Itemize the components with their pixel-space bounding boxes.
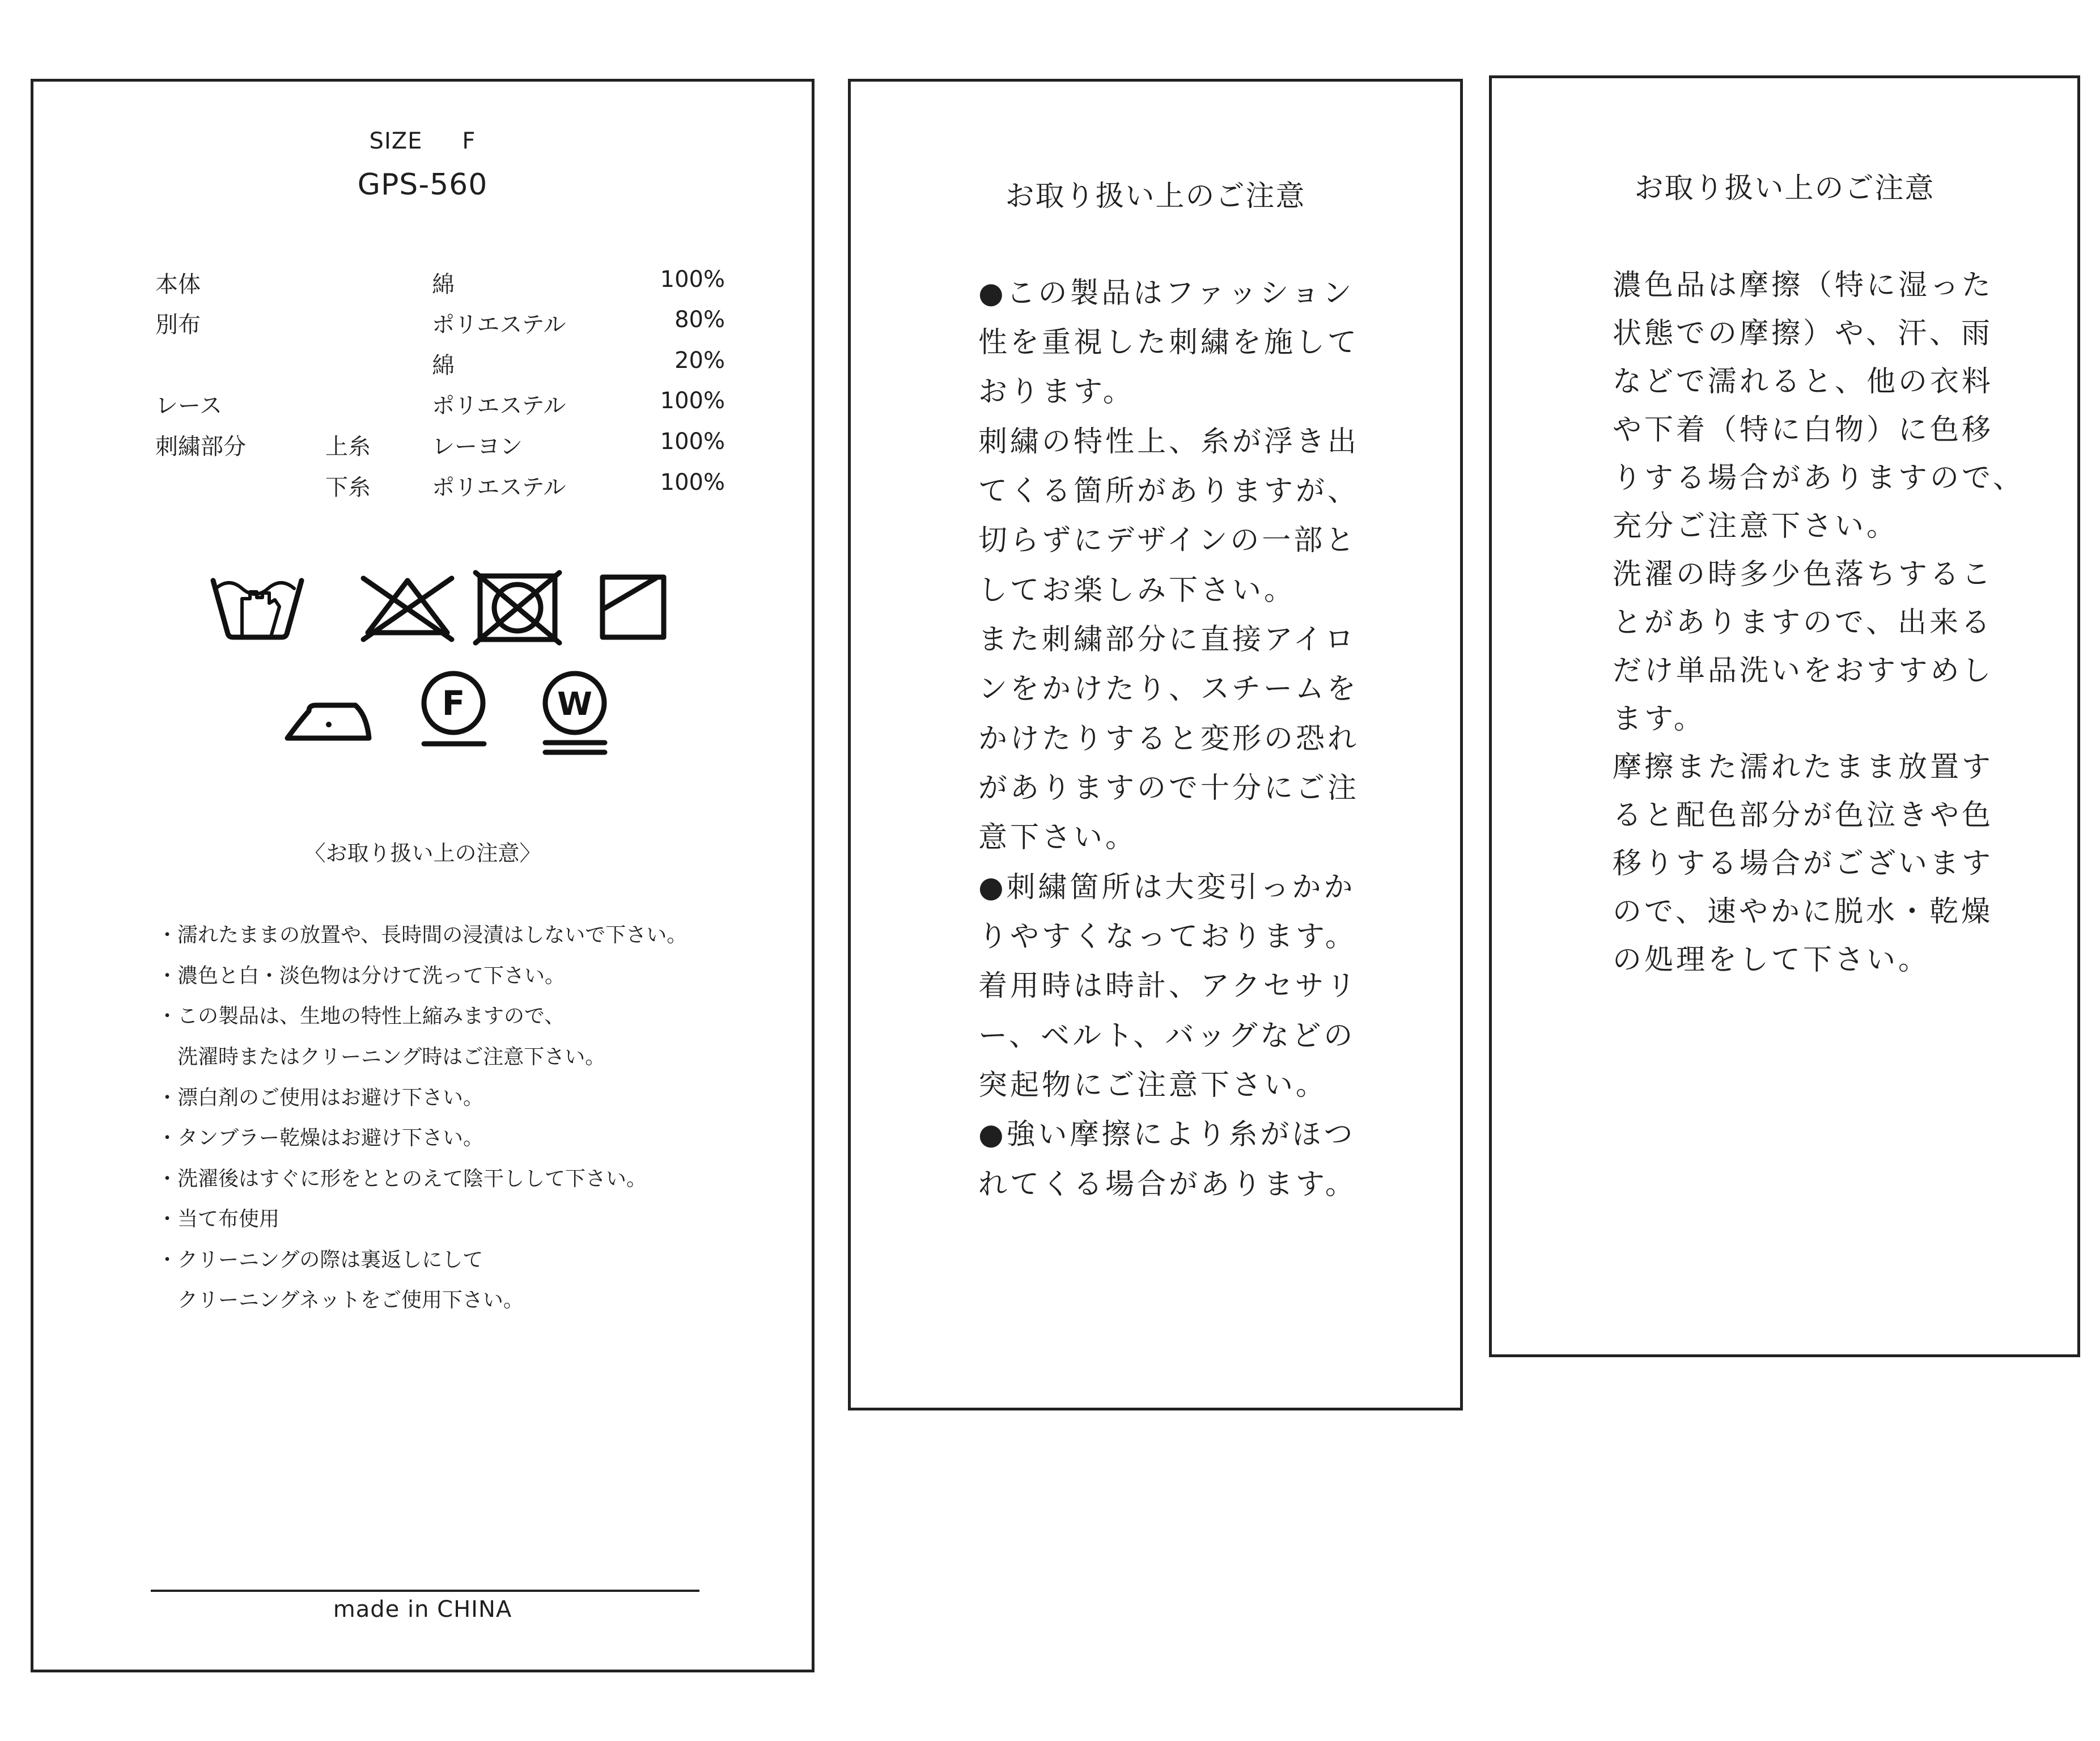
body-line: の処理をして下さい。 bbox=[1613, 943, 1931, 977]
svg-text:F: F bbox=[442, 684, 465, 723]
body-line: りやすくなっております。 bbox=[978, 920, 1357, 954]
note-line: ・この製品は、生地の特性上縮みますので、 bbox=[157, 1005, 565, 1028]
note-line: 洗濯時またはクリーニング時はご注意下さい。 bbox=[157, 1045, 606, 1069]
composition-part: 別布 bbox=[155, 312, 201, 338]
body-line: 刺繍の特性上、糸が浮き出 bbox=[978, 425, 1360, 459]
dry-clean-f-icon bbox=[424, 673, 484, 744]
body-line: してお楽しみ下さい。 bbox=[978, 574, 1296, 607]
body-line: ると配色部分が色泣きや色 bbox=[1613, 799, 1994, 832]
hand-wash-icon bbox=[213, 581, 302, 637]
body-line: 意下さい。 bbox=[978, 821, 1138, 854]
body-line: ンをかけたり、スチームを bbox=[978, 672, 1359, 706]
composition-percent: 100% bbox=[660, 469, 725, 495]
body-line: 洗濯の時多少色落ちするこ bbox=[1613, 558, 1994, 591]
iron-low-icon bbox=[287, 705, 369, 738]
note-line: ・クリーニングの際は裏返しにして bbox=[157, 1248, 483, 1272]
composition-material: ポリエステル bbox=[432, 393, 566, 419]
size-value: F bbox=[462, 128, 476, 154]
model-number: GPS-560 bbox=[357, 168, 488, 202]
body-line: や下着（特に白物）に色移 bbox=[1613, 413, 1994, 447]
no-bleach-icon bbox=[363, 578, 452, 639]
body-line: ●この製品はファッション bbox=[978, 277, 1355, 310]
wet-clean-w-icon bbox=[545, 673, 605, 752]
body-line: 突起物にご注意下さい。 bbox=[978, 1069, 1328, 1102]
composition-material: 綿 bbox=[432, 272, 455, 298]
body-line: 状態での摩擦）や、汗、雨 bbox=[1613, 317, 1993, 350]
body-line: ので、速やかに脱水・乾燥 bbox=[1613, 895, 1993, 929]
divider-line bbox=[151, 1590, 699, 1592]
body-line: 摩擦また濡れたまま放置す bbox=[1613, 751, 1994, 784]
care-label-color bbox=[1489, 75, 2080, 1357]
composition-sub: 下糸 bbox=[325, 475, 371, 501]
no-tumble-dry-icon bbox=[476, 573, 559, 643]
body-line: 切らずにデザインの一部と bbox=[978, 524, 1357, 557]
composition-percent: 100% bbox=[660, 429, 725, 455]
note-line: ・洗濯後はすぐに形をととのえて陰干しして下さい。 bbox=[157, 1167, 647, 1191]
body-line: また刺繍部分に直接アイロ bbox=[978, 623, 1357, 656]
body-line: ー、ベルト、バッグなどの bbox=[978, 1019, 1356, 1053]
note-line: ・当て布使用 bbox=[157, 1208, 280, 1231]
line-dry-shade-icon bbox=[603, 577, 664, 637]
body-line: かけたりすると変形の恐れ bbox=[978, 722, 1360, 756]
care-symbols bbox=[33, 82, 817, 790]
body-line: 移りする場合がございます bbox=[1613, 847, 1994, 880]
note-line: ・濡れたままの放置や、長時間の浸漬はしないで下さい。 bbox=[157, 924, 688, 947]
body-line: ●強い摩擦により糸がほつ bbox=[978, 1118, 1356, 1151]
note-line: クリーニングネットをご使用下さい。 bbox=[157, 1289, 524, 1312]
care-label-main bbox=[31, 79, 814, 1672]
care-label-embroidery bbox=[848, 79, 1463, 1410]
composition-part: レース bbox=[155, 393, 222, 419]
composition-material: レーヨン bbox=[432, 434, 523, 460]
composition-material: ポリエステル bbox=[432, 312, 566, 338]
composition-percent: 100% bbox=[660, 266, 725, 293]
body-line: がありますので十分にご注 bbox=[978, 772, 1360, 805]
body-line: 着用時は時計、アクセサリ bbox=[978, 969, 1359, 1003]
notes-title: 〈お取り扱い上の注意〉 bbox=[304, 841, 541, 866]
body-line: りする場合がありますので、 bbox=[1613, 461, 2025, 495]
body-line: れてくる場合があります。 bbox=[978, 1168, 1357, 1201]
size-label: SIZE bbox=[369, 128, 423, 154]
body-line: ます。 bbox=[1613, 702, 1706, 736]
composition-material: ポリエステル bbox=[432, 475, 566, 501]
body-line: とがありますので、出来る bbox=[1613, 606, 1993, 639]
card-title: お取り扱い上のご注意 bbox=[1634, 172, 1935, 205]
composition-material: 綿 bbox=[432, 353, 455, 379]
body-line: 濃色品は摩擦（特に湿った bbox=[1613, 269, 1994, 302]
body-line: などで濡れると、他の衣料 bbox=[1613, 365, 1994, 399]
note-line: ・タンブラー乾燥はお避け下さい。 bbox=[157, 1126, 484, 1150]
composition-percent: 80% bbox=[674, 307, 725, 333]
composition-part: 刺繍部分 bbox=[155, 434, 246, 460]
composition-percent: 100% bbox=[660, 388, 725, 414]
made-in-label: made in CHINA bbox=[333, 1596, 512, 1623]
composition-percent: 20% bbox=[674, 348, 725, 374]
body-line: 充分ご注意下さい。 bbox=[1613, 510, 1899, 543]
body-line: 性を重視した刺繍を施して bbox=[978, 326, 1360, 359]
body-line: だけ単品洗いをおすすめし bbox=[1613, 654, 1994, 688]
composition-sub: 上糸 bbox=[325, 434, 371, 460]
note-line: ・濃色と白・淡色物は分けて洗って下さい。 bbox=[157, 964, 566, 988]
card-title: お取り扱い上のご注意 bbox=[1005, 180, 1306, 213]
body-line: てくる箇所がありますが、 bbox=[978, 475, 1360, 508]
note-line: ・漂白剤のご使用はお避け下さい。 bbox=[157, 1086, 484, 1109]
body-line: おります。 bbox=[978, 375, 1135, 409]
svg-text:W: W bbox=[557, 686, 592, 723]
composition-part: 本体 bbox=[155, 272, 201, 298]
body-line: ●刺繍箇所は大変引っかか bbox=[978, 871, 1356, 904]
